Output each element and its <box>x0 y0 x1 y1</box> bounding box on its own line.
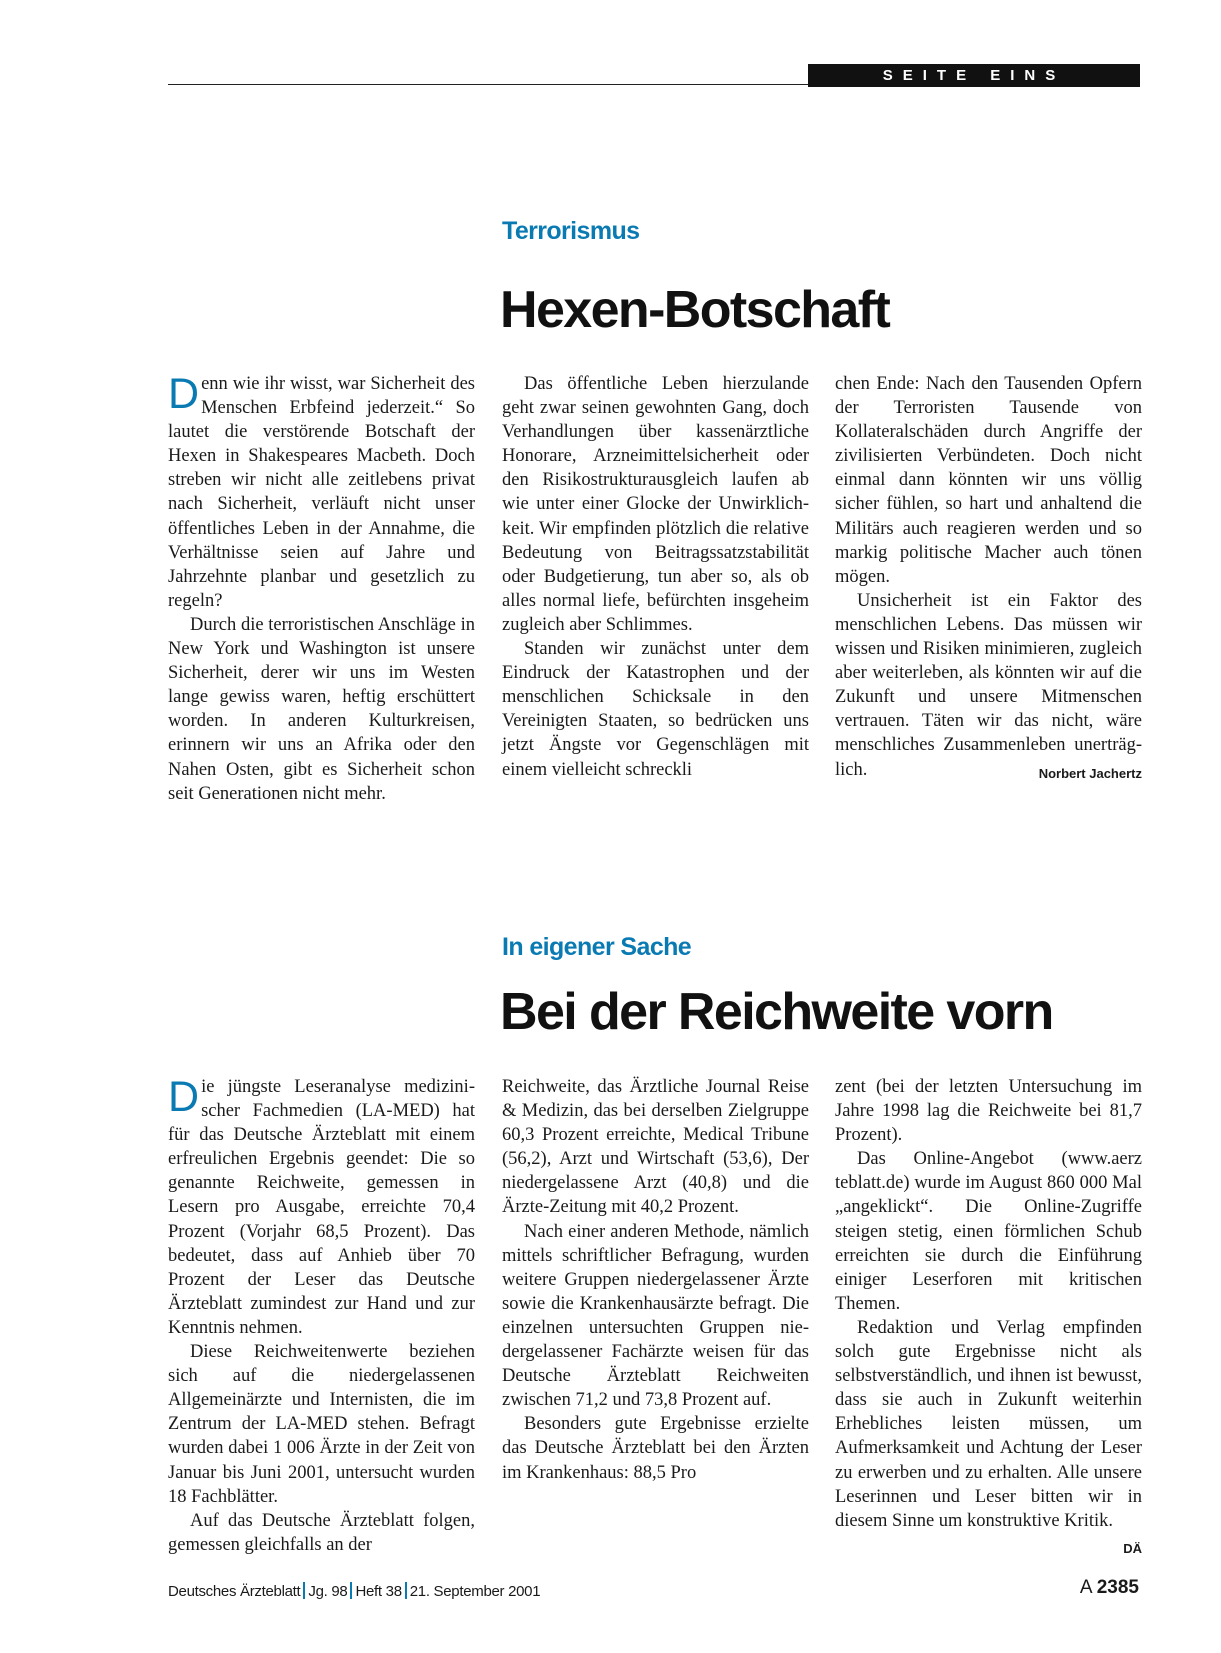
footer-citation <box>168 1582 540 1600</box>
separator <box>405 1582 407 1599</box>
paragraph: Standen wir zunächst unter dem Eindruck der Katastrophen und der menschlichen Schicksale in den Vereinigten Staaten, so bedrücken uns jetzt Ängste vor Gegenschlägen mit einem vielleicht schreckli <box>502 639 809 780</box>
paragraph: Diese Reichweitenwerte beziehen sich auf die niedergelassenen Allgemeinärzte und Internisten, die im Zentrum der LA-MED stehen. Befragt wurden dabei 1 006 Ärzte in der Zeit von Januar bis Juni 2001, untersucht wurden 18 Fachblätter. <box>168 1342 475 1507</box>
article1-column-1 <box>168 372 475 806</box>
author-byline: DÄ <box>1123 1540 1142 1556</box>
paragraph: chen Ende: Nach den Tausenden Opfern der Terroristen Tausende von Kollateralschäden durch Angriffe der zivilisierten Verbündeten. Doch nicht einmal dann könnten wir uns völlig sicher fühlen, so hart und anhaltend die Militärs auch reagieren werden und so markig politische Macher auch tönen mögen. <box>835 374 1142 587</box>
dropcap: D <box>168 370 200 418</box>
paragraph: Durch die terroristischen Anschläge in New York und Washington ist unsere Sicherheit, derer wir uns im Westen lange gewiss waren, heftig erschüttert worden. In anderen Kulturkreisen, erinnern wir uns an Afrika oder den Nahen Osten, gibt es Sicherheit schon seit Generationen nicht mehr. <box>168 614 475 804</box>
page-number-value: 2385 <box>1096 1577 1139 1598</box>
separator <box>303 1582 305 1599</box>
separator <box>350 1582 352 1599</box>
paragraph: Das Online-Angebot (www.aerz teblatt.de) wurde im August 860 000 Mal „angeklickt“. Die Online-Zugriffe steigen stetig, einen förmlichen Schub erreichten sie durch die Einführung einiger Leserforen mit kritischen Themen. <box>835 1149 1142 1314</box>
volume: Jg. 98 <box>308 1583 348 1600</box>
paragraph: Auf das Deutsche Ärzteblatt folgen, gemessen gleichfalls an der <box>168 1510 475 1555</box>
article2-headline: Bei der Reichweite vorn <box>500 983 1053 1041</box>
page-prefix: A <box>1079 1577 1092 1598</box>
paragraph: zent (bei der letzten Untersuchung im Jahre 1998 lag die Reichweite bei 81,7 Prozent). <box>835 1077 1142 1146</box>
paragraph: Das öffentliche Leben hierzulande geht zwar seinen gewohnten Gang, doch Verhandlungen über kassenärztliche Honorare, Arzneimittelsicherheit oder den Risikostrukturausgleich laufen ab wie unter einer Glocke der Unwirklichkeit. Wir empfinden plötzlich die relative Bedeutung von Beitragssatzstabilität oder Budgetierung, tun aber so, als ob alles normal liefe, befürchten insgeheim zugleich aber Schlimmes. <box>502 374 809 635</box>
article1-column-3 <box>835 372 1142 786</box>
paragraph: Unsicherheit ist ein Faktor des menschlichen Lebens. Das müssen wir wissen und Risiken minimieren, zugleich aber weiterleben, als könnten wir auf die Zukunft und unsere Mitmenschen vertrauen. Täten wir das nicht, wäre menschliches Zusammenleben unerträglich. <box>835 590 1142 780</box>
article2-column-1 <box>168 1075 475 1557</box>
article1-column-2 <box>502 372 809 782</box>
author-byline: Norbert Jachertz <box>1038 765 1142 781</box>
paragraph: Nach einer anderen Methode, nämlich mittels schriftlicher Befragung, wurden weitere Gruppen niedergelassener Ärzte sowie die Krankenhausärzte befragt. Die einzelnen untersuchten Gruppen niedergelassener Fachärzte weisen für das Deutsche Ärzteblatt Reichweiten zwischen 71,2 und 73,8 Prozent auf. <box>502 1221 809 1411</box>
paragraph: enn wie ihr wisst, war Sicherheit des Menschen Erbfeind jederzeit.“ So lautet die verstörende Botschaft der Hexen in Shakespeares Macbeth. Doch streben wir nicht alle zeitlebens privat nach Sicherheit, verläuft nicht unser öffentliches Leben in der Annahme, die Verhältnisse seien auf Jahre und Jahrzehnte planbar und gesetzlich zu regeln? <box>168 374 475 611</box>
paragraph: Besonders gute Ergebnisse erzielte das Deutsche Ärzteblatt bei den Ärzten im Krankenhaus: 88,5 Pro <box>502 1414 809 1483</box>
article2-column-3 <box>835 1075 1142 1561</box>
page-number <box>1080 1577 1139 1599</box>
article2-column-2 <box>502 1075 809 1485</box>
dropcap: D <box>168 1073 200 1121</box>
issue: Heft 38 <box>355 1583 402 1600</box>
date: 21. September 2001 <box>409 1583 541 1600</box>
journal-name: Deutsches Ärzteblatt <box>168 1583 301 1600</box>
article1-headline: Hexen-Botschaft <box>500 281 890 339</box>
article1-kicker: Terrorismus <box>502 217 640 245</box>
paragraph: Reichweite, das Ärztliche Journal Reise & Medizin, das bei derselben Zielgruppe 60,3 Prozent erreichte, Medical Tribune (56,2), Arzt und Wirtschaft (53,6), Der niedergelassene Arzt (40,8) und die Ärzte-Zeitung mit 40,2 Prozent. <box>502 1077 809 1218</box>
paragraph: ie jüngste Leseranalyse medizinischer Fachmedien (LA-MED) hat für das Deutsche Ärzteblatt mit einem erfreulichen Ergebnis geendet: Die so genannte Reichweite, gemessen in Lesern pro Ausgabe, erreichte 70,4 Prozent (Vorjahr 68,5 Prozent). Das bedeutet, dass auf Anhieb über 70 Prozent der Leser das Deutsche Ärzteblatt zumindest zur Hand und zur Kenntnis nehmen. <box>168 1077 475 1338</box>
section-label: SEITE EINS <box>808 64 1140 87</box>
paragraph: Redaktion und Verlag empfinden solch gute Ergebnisse nicht als selbstverständlich, und ihnen ist bewusst, dass sie auch in Zukunft weiterhin Erhebliches leisten müssen, um Aufmerksamkeit und Achtung der Leser zu erwerben und zu erhalten. Alle unsere Leserinnen und Leser bitten wir in diesem Sinne um konstruktive Kritik. <box>835 1317 1142 1531</box>
article2-kicker: In eigener Sache <box>502 933 692 961</box>
